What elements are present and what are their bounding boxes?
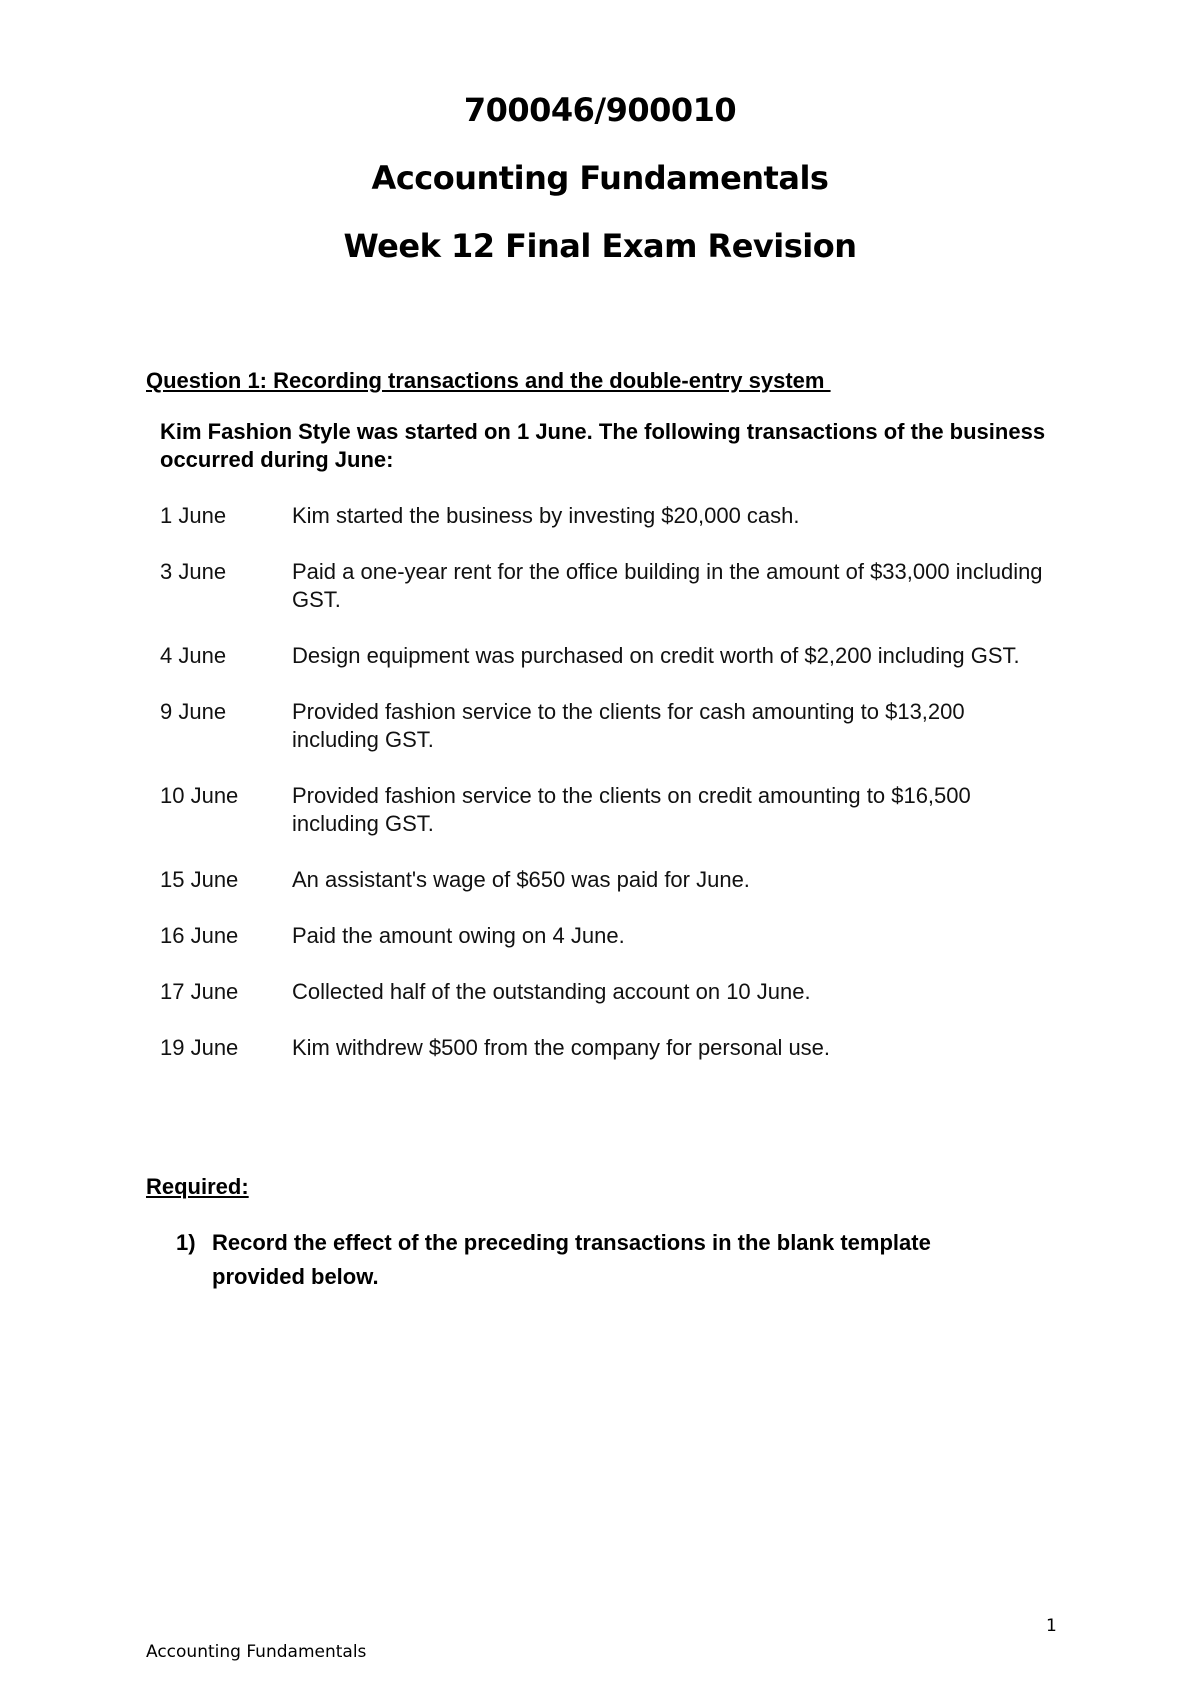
transaction-date: 10 June [160,783,239,808]
transaction-date: 16 June [160,923,239,948]
transaction-date: 17 June [160,979,239,1004]
document-title: Week 12 Final Exam Revision [343,227,857,265]
course-code: 700046/900010 [463,91,737,129]
transaction-description: Provided fashion service to the clients for cash amounting to $13,200 including GST. [292,699,965,752]
transaction-description: Paid a one-year rent for the office building in the amount of $33,000 including GST. [292,559,1043,612]
transaction-description: Kim started the business by investing $20,000 cash. [292,503,800,528]
transaction-list [160,502,1060,1062]
transaction-date: 19 June [160,1035,239,1060]
transaction-date: 1 June [160,503,227,528]
page-footer: Accounting Fundamentals [146,1642,367,1662]
transaction-row [160,642,1060,670]
transaction-row [160,866,1060,894]
transaction-row [160,698,1060,754]
transaction-date: 9 June [160,699,227,724]
transaction-description: Provided fashion service to the clients on credit amounting to $16,500 including GST. [292,783,971,836]
transaction-description: Design equipment was purchased on credit worth of $2,200 including GST. [292,643,1020,668]
transaction-row [160,502,1060,530]
transaction-row [160,782,1060,838]
transaction-description: An assistant's wage of $650 was paid for June. [292,867,750,892]
title-block [0,92,1200,264]
transaction-date: 4 June [160,643,227,668]
course-name: Accounting Fundamentals [371,159,829,197]
transaction-row [160,978,1060,1006]
transaction-description: Kim withdrew $500 from the company for personal use. [292,1035,831,1060]
question-heading: Question 1: Recording transactions and the double-entry system [146,368,831,393]
transaction-date: 15 June [160,867,239,892]
required-item [176,1226,1036,1294]
required-heading: Required: [146,1174,249,1199]
required-item-text: Record the effect of the preceding transactions in the blank template provided below. [212,1230,931,1289]
page-number: 1 [1046,1616,1057,1636]
transaction-row [160,922,1060,950]
transaction-row [160,558,1060,614]
transaction-description: Collected half of the outstanding account on 10 June. [292,979,811,1004]
transaction-date: 3 June [160,559,227,584]
transaction-description: Paid the amount owing on 4 June. [292,923,625,948]
question-intro: Kim Fashion Style was started on 1 June. The following transactions of the business occurred during June: [160,419,1046,472]
required-item-number: 1) [176,1230,196,1255]
transaction-row [160,1034,1060,1062]
